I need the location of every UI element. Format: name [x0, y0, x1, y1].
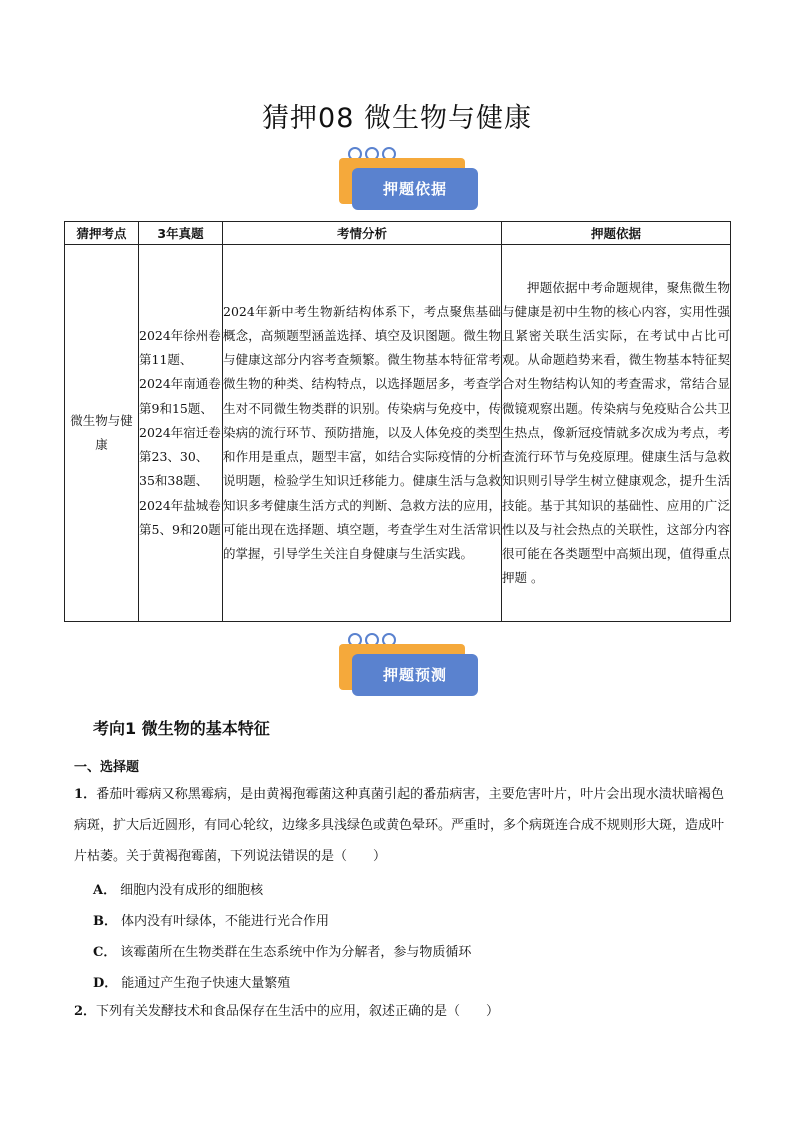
option-text: 体内没有叶绿体，不能进行光合作用: [121, 914, 330, 929]
header-topic: 猜押考点: [65, 222, 139, 245]
question-1: [74, 779, 724, 872]
section-subheading: 一、选择题: [74, 760, 140, 775]
option-b: [93, 910, 329, 929]
question-text: 下列有关发酵技术和食品保存在生活中的应用，叙述正确的是（ ）: [96, 1004, 500, 1019]
option-letter: B．: [93, 914, 117, 929]
option-d: [93, 972, 290, 991]
cell-exams: 2024年徐州卷第11题、2024年南通卷第9和15题、2024年宿迁卷第23、30、35和38题、2024年盐城卷第5、9和20题: [139, 245, 223, 622]
analysis-table: [64, 221, 731, 622]
page-title: 猜押08 微生物与健康: [262, 103, 532, 134]
option-text: 细胞内没有成形的细胞核: [120, 883, 264, 898]
cell-topic: 微生物与健康: [65, 245, 139, 622]
table-row: [65, 245, 731, 622]
cell-analysis: 2024年新中考生物新结构体系下，考点聚焦基础概念，高频题型涵盖选择、填空及识图题。微生物与健康这部分内容考查频繁。微生物基本特征常考微生物的种类、结构特点，以选择题居多，考查学生对不同微生物类群的识别。传染病与免疫中，传染病的流行环节、预防措施，以及人体免疫的类型和作用是重点，题型丰富，如结合实际疫情的分析说明题，检验学生知识迁移能力。健康生活与急救知识多考健康生活方式的判断、急救方法的应用，可能出现在选择题、填空题，考查学生对生活常识的掌握，引导学生关注自身健康与生活实践。: [223, 245, 502, 622]
header-exams: 3年真题: [139, 222, 223, 245]
option-letter: A．: [93, 883, 117, 898]
question-number: 1．: [74, 787, 97, 802]
cell-basis: 押题依据中考命题规律，聚焦微生物与健康是初中生物的核心内容，实用性强且紧密关联生活实际，在考试中占比可观。从命题趋势来看，微生物基本特征契合对生物结构认知的考查需求，常结合显微镜观察出题。传染病与免疫贴合公共卫生热点，像新冠疫情就多次成为考点，考查流行环节与免疫原理。健康生活与急救知识则引导学生树立健康观念，提升生活技能。基于其知识的基础性、应用的广泛性以及与社会热点的关联性，这部分内容很可能在各类题型中高频出现，值得重点押题 。: [502, 245, 731, 622]
badge-basis-label: 押题依据: [352, 168, 478, 210]
table-header-row: [65, 222, 731, 245]
badge-basis: [339, 150, 479, 212]
question-2: [74, 996, 724, 1027]
header-basis: 押题依据: [502, 222, 731, 245]
option-c: [93, 941, 471, 960]
option-text: 该霉菌所在生物类群在生态系统中作为分解者，参与物质循环: [120, 945, 472, 960]
question-text: 番茄叶霉病又称黑霉病，是由黄褐孢霉菌这种真菌引起的番茄病害，主要危害叶片，叶片会出现水渍状暗褐色病斑，扩大后近圆形，有同心轮纹，边缘多具浅绿色或黄色晕环。严重时，多个病斑连合成不规则形大斑，造成叶片枯萎。关于黄褐孢霉菌，下列说法错误的是（ ）: [74, 787, 725, 864]
option-a: [93, 879, 263, 898]
section-heading: 考向1 微生物的基本特征: [93, 719, 270, 738]
question-number: 2．: [74, 1004, 97, 1019]
header-analysis: 考情分析: [223, 222, 502, 245]
badge-prediction: [339, 636, 479, 698]
badge-prediction-label: 押题预测: [352, 654, 478, 696]
option-text: 能通过产生孢子快速大量繁殖: [121, 976, 291, 991]
option-letter: C．: [93, 945, 117, 960]
option-letter: D．: [93, 976, 118, 991]
